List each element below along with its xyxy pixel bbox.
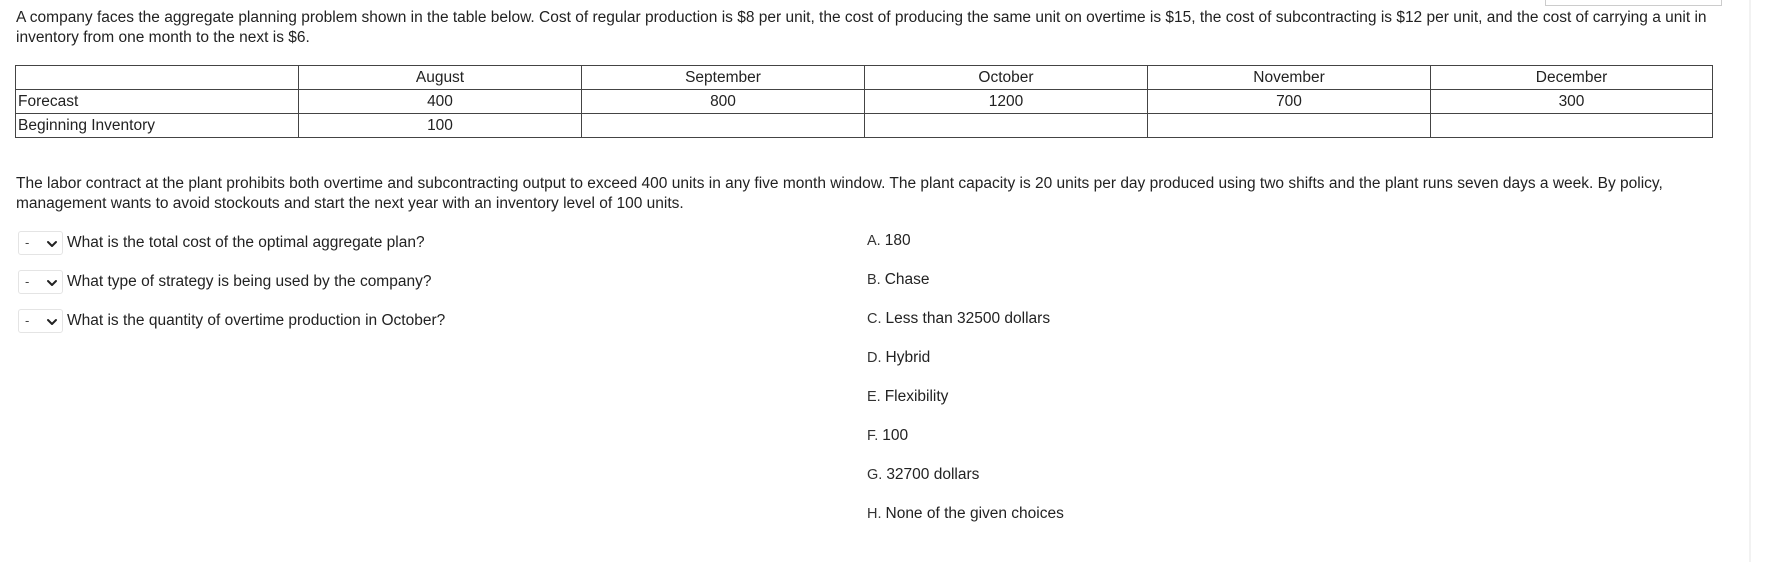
table-cell: 300 xyxy=(1431,90,1713,114)
month-header: August xyxy=(299,66,582,90)
table-cell: 100 xyxy=(299,114,582,138)
option-letter: G. xyxy=(867,467,883,483)
row-label: Beginning Inventory xyxy=(16,114,299,138)
table-cell xyxy=(582,114,865,138)
intro-text: A company faces the aggregate planning problem shown in the table below. Cost of regular production is $8 per unit, the cost of producing the same unit on overtime is $15, the cost of subcontracting is $12 per unit, and the cost of carrying a unit in inventory from one month to the next is $6. xyxy=(16,9,1707,46)
option-letter: A. xyxy=(867,233,881,249)
month-header: October xyxy=(865,66,1148,90)
chevron-down-icon xyxy=(46,316,58,328)
option-text: Flexibility xyxy=(884,388,949,405)
select-value: - xyxy=(25,274,30,289)
question-row xyxy=(18,309,445,333)
option-text: None of the given choices xyxy=(885,505,1064,522)
select-value: - xyxy=(25,235,30,250)
top-frame-edge xyxy=(1545,0,1722,6)
answer-select[interactable] xyxy=(18,231,63,255)
table-cell: 400 xyxy=(299,90,582,114)
chevron-down-icon xyxy=(46,238,58,250)
table-cell: 800 xyxy=(582,90,865,114)
answer-option xyxy=(867,232,911,254)
answer-option xyxy=(867,427,908,449)
table-row xyxy=(16,114,1713,138)
month-header: November xyxy=(1148,66,1431,90)
option-letter: B. xyxy=(867,272,881,288)
answer-option xyxy=(867,310,1050,332)
table-cell xyxy=(865,114,1148,138)
planning-table xyxy=(15,65,1713,138)
option-text: 100 xyxy=(882,427,909,444)
answer-option xyxy=(867,349,930,371)
option-text: Chase xyxy=(884,271,930,288)
answer-option xyxy=(867,271,930,293)
option-text: Less than 32500 dollars xyxy=(885,310,1051,327)
question-row xyxy=(18,270,431,294)
answer-select[interactable] xyxy=(18,270,63,294)
option-letter: F. xyxy=(867,428,879,444)
table-header-row xyxy=(16,66,1713,90)
chevron-down-icon xyxy=(46,277,58,289)
answer-option xyxy=(867,505,1064,527)
option-text: 180 xyxy=(884,232,911,249)
table-row xyxy=(16,90,1713,114)
question-text: What is the quantity of overtime production in October? xyxy=(67,312,446,329)
select-value: - xyxy=(25,313,30,328)
question-text: What type of strategy is being used by the company? xyxy=(67,273,432,290)
question-row xyxy=(18,231,425,255)
table-cell: 1200 xyxy=(865,90,1148,114)
table-cell xyxy=(1431,114,1713,138)
option-letter: H. xyxy=(867,506,882,522)
option-text: 32700 dollars xyxy=(886,466,980,483)
scrollbar-track[interactable] xyxy=(1749,0,1751,562)
question-text: What is the total cost of the optimal aggregate plan? xyxy=(67,234,425,251)
answer-option xyxy=(867,388,948,410)
option-text: Hybrid xyxy=(885,349,931,366)
row-label: Forecast xyxy=(16,90,299,114)
answer-select[interactable] xyxy=(18,309,63,333)
answer-option xyxy=(867,466,979,488)
option-letter: D. xyxy=(867,350,882,366)
option-letter: E. xyxy=(867,389,881,405)
context-paragraph: The labor contract at the plant prohibits both overtime and subcontracting output to exceed 400 units in any five month window. The plant capacity is 20 units per day produced using two shifts and the plant runs seven days a week. By policy, management wants to avoid stockouts and start the next year with an inventory level of 100 units. xyxy=(16,175,1663,212)
table-corner-cell xyxy=(16,66,299,90)
option-letter: C. xyxy=(867,311,882,327)
month-header: September xyxy=(582,66,865,90)
table-cell xyxy=(1148,114,1431,138)
month-header: December xyxy=(1431,66,1713,90)
table-cell: 700 xyxy=(1148,90,1431,114)
